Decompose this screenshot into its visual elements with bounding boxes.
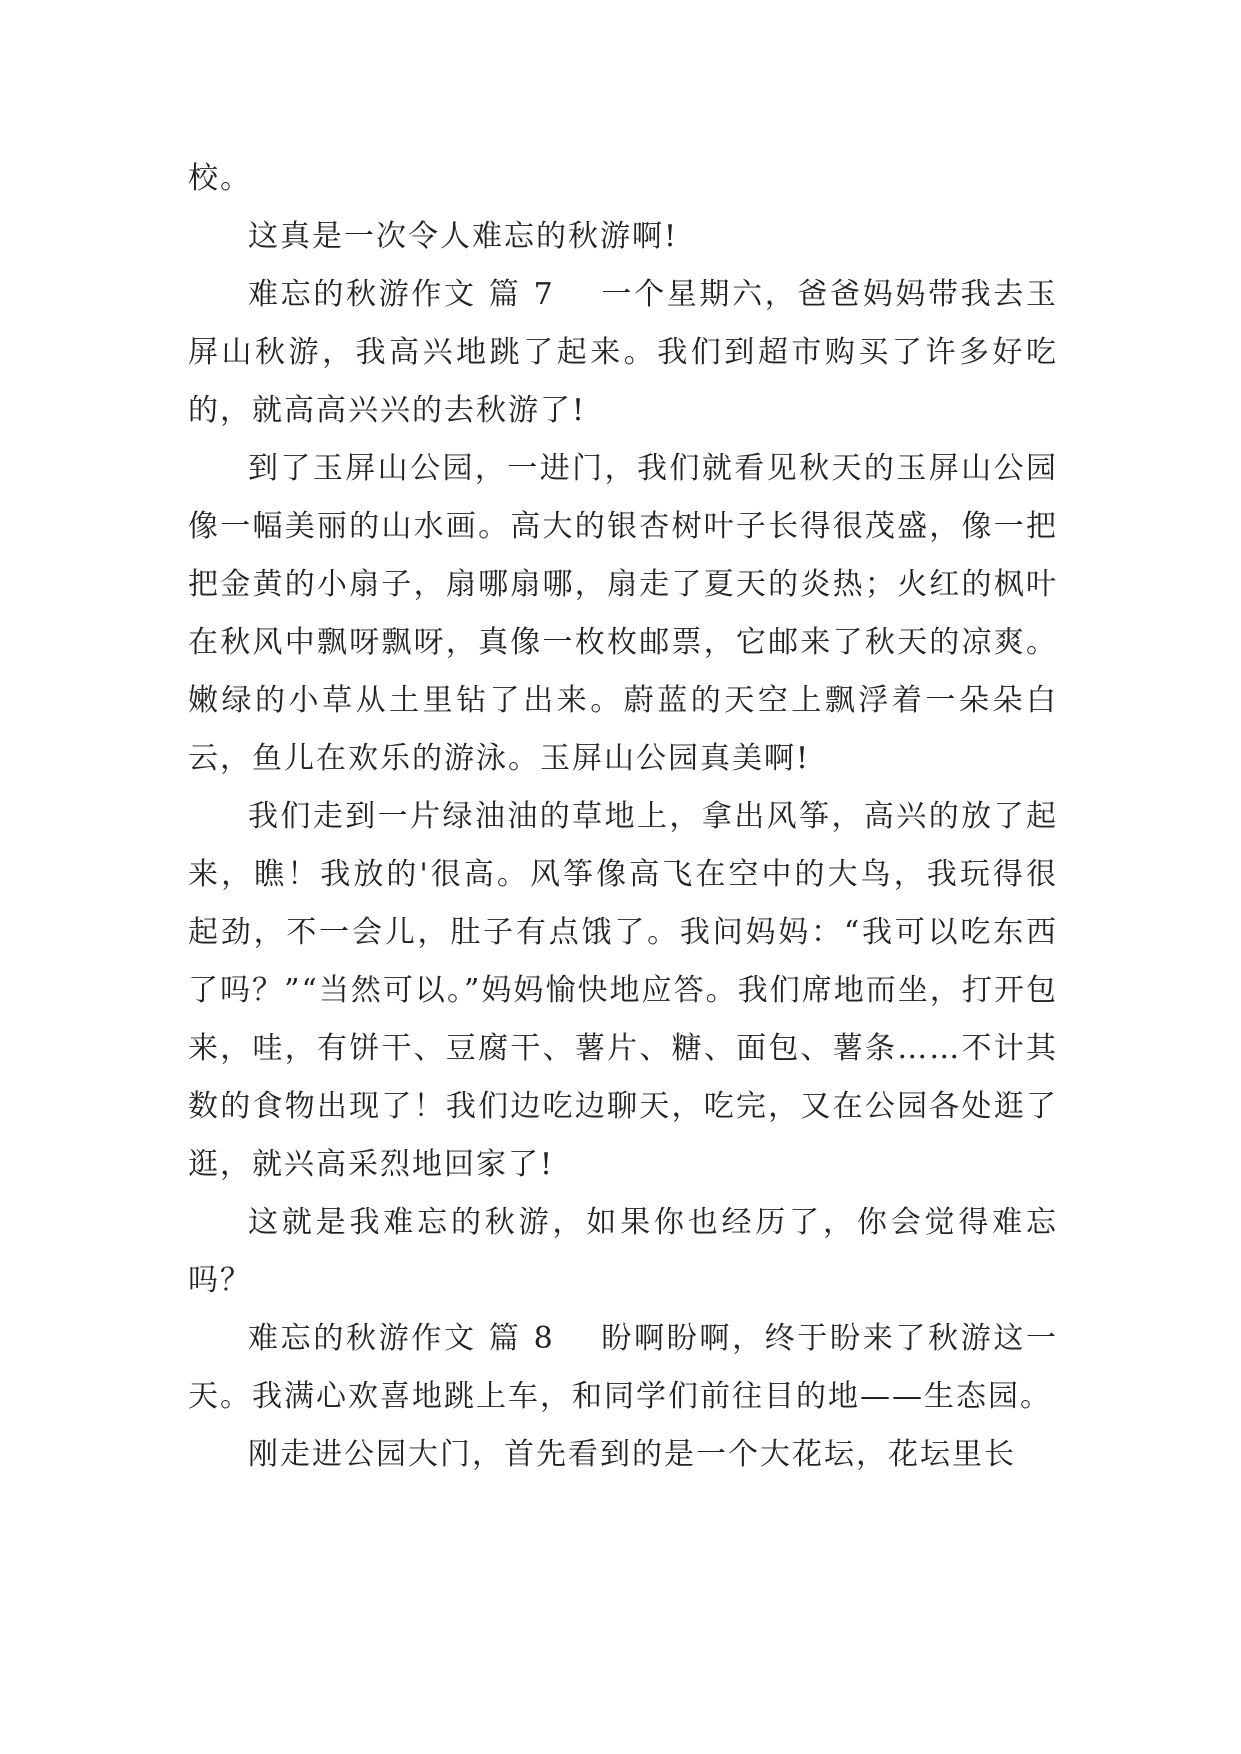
section-heading: 难忘的秋游作文 篇 8 [248, 1321, 555, 1356]
paragraph-text: 到了玉屏山公园，一进门，我们就看见秋天的玉屏山公园像一幅美丽的山水画。高大的银杏树叶子长得很茂盛，像一把把金黄的小扇子，扇哪扇哪，扇走了夏天的炎热；火红的枫叶在秋风中飘呀飘呀，真像一枚枚邮票，它邮来了秋天的凉爽。嫩绿的小草从土里钻了出来。蔚蓝的天空上飘浮着一朵朵白云，鱼儿在欢乐的游泳。玉屏山公园真美啊! [188, 451, 1058, 776]
paragraph-text: 这真是一次令人难忘的秋游啊! [248, 219, 679, 254]
paragraph [188, 1426, 1058, 1484]
paragraph [188, 150, 1058, 208]
document-body [188, 150, 1058, 1484]
paragraph-text: 刚走进公园大门，首先看到的是一个大花坛，花坛里长 [248, 1437, 1016, 1472]
paragraph [188, 208, 1058, 266]
paragraph-text: 我们走到一片绿油油的草地上，拿出风筝，高兴的放了起来，瞧！我放的'很高。风筝像高飞在空中的大鸟，我玩得很起劲，不一会儿，肚子有点饿了。我问妈妈：“我可以吃东西了吗？”“当然可以。”妈妈愉快地应答。我们席地而坐，打开包来，哇，有饼干、豆腐干、薯片、糖、面包、薯条……不计其数的食物出现了！我们边吃边聊天，吃完，又在公园各处逛了逛，就兴高采烈地回家了! [188, 799, 1058, 1182]
paragraph-text: 这就是我难忘的秋游，如果你也经历了，你会觉得难忘吗？ [188, 1205, 1058, 1298]
paragraph-text: 盼啊盼啊，终于盼来了秋游这一天。我满心欢喜地跳上车，和同学们前往目的地——生态园。 [188, 1321, 1058, 1414]
paragraph-text: 一个星期六，爸爸妈妈带我去玉屏山秋游，我高兴地跳了起来。我们到超市购买了许多好吃的，就高高兴兴的去秋游了! [188, 277, 1058, 428]
paragraph [188, 1310, 1058, 1426]
paragraph [188, 788, 1058, 1194]
paragraph [188, 1194, 1058, 1310]
paragraph [188, 440, 1058, 788]
section-heading: 难忘的秋游作文 篇 7 [248, 277, 555, 312]
paragraph-text: 校。 [188, 161, 252, 196]
paragraph [188, 266, 1058, 440]
